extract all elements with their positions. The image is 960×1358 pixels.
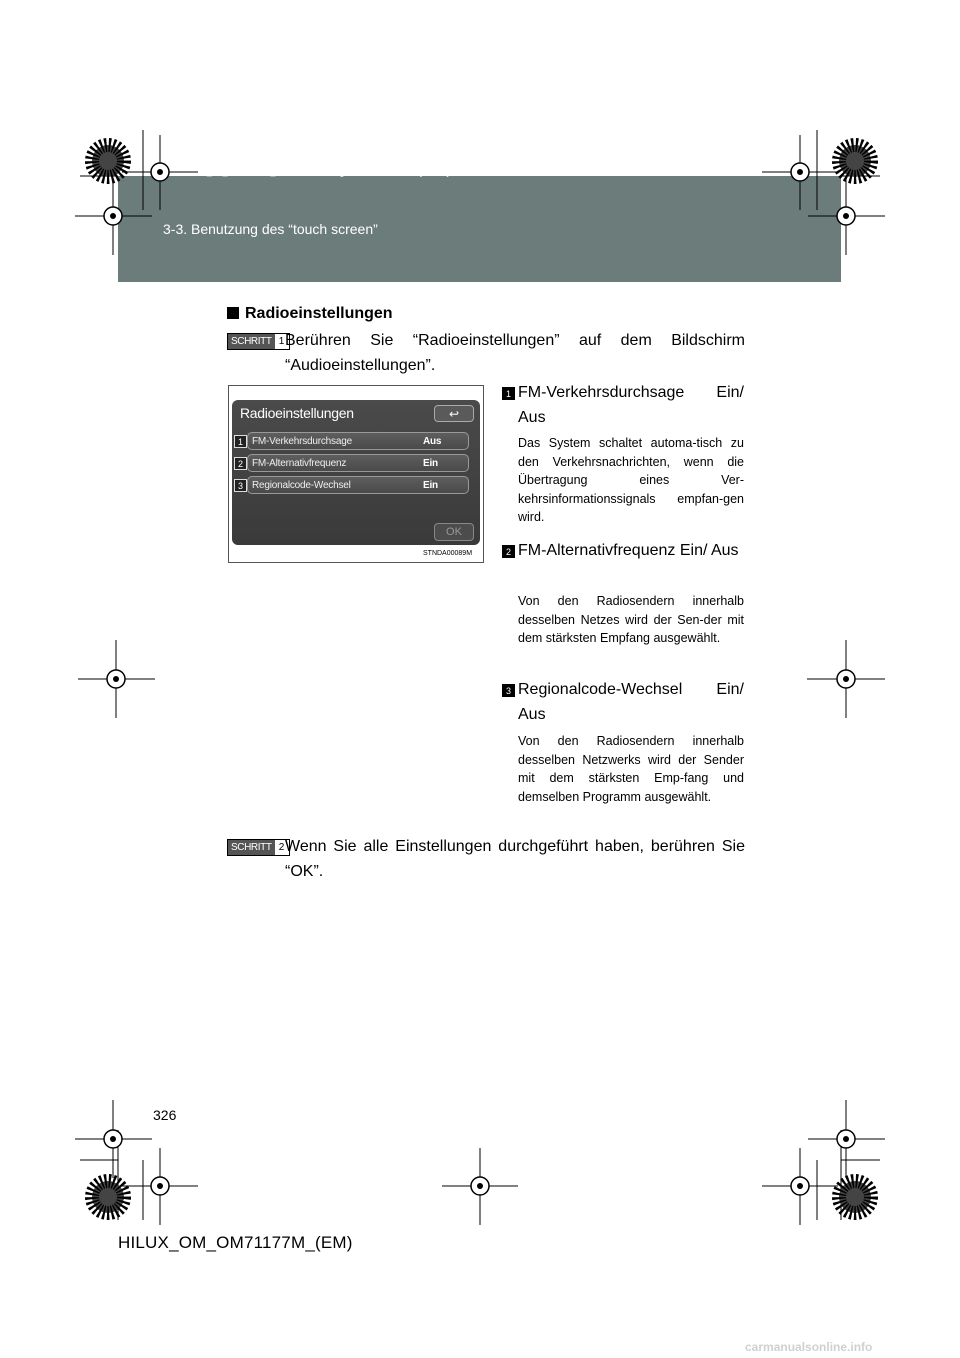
regional-code-button[interactable]: Regionalcode-Wechsel Ein [247, 476, 469, 494]
item-1-description: Das System schaltet automa-tisch zu den Verkehrsnachrichten, wenn die Übertragung eines Ver-kehrsinformationssignals empfan-gen wird. [518, 436, 744, 524]
step-1-badge: SCHRITT 1 [227, 333, 290, 350]
item-1-title: FM-Verkehrsdurchsage Ein/ Aus [518, 384, 744, 426]
screen-back-button[interactable] [434, 405, 474, 422]
back-arrow-icon: ↩ [448, 406, 460, 421]
screen-callout-3: 3 [234, 479, 247, 492]
screen-title: Radioeinstellungen [240, 405, 354, 421]
item-2-title: FM-Alternativfrequenz Ein/ Aus [518, 542, 739, 559]
item-2-description: Von den Radiosendern innerhalb desselben Netzes wird der Sen-der mit dem stärksten Empfang ausgewählt. [518, 594, 744, 645]
section-title: 3-3. Benutzung des “touch screen” [163, 221, 378, 237]
screen-ok-button[interactable]: OK [434, 523, 474, 541]
page-number: 326 [153, 1107, 177, 1123]
item-2-number: 2 [502, 545, 515, 558]
step-1-text: Berühren Sie “Radioeinstellungen” auf dem Bildschirm “Audioeinstellungen”. [285, 332, 745, 374]
book-info-line: HILUX_OM_OM71177M_(EM).book Page 326 Wednesday, May 16, 2012 1:28 PM [180, 168, 542, 178]
footer-document-code: HILUX_OM_OM71177M_(EM) [118, 1233, 353, 1252]
step-2-text: Wenn Sie alle Einstellungen durchgeführt haben, berühren Sie “OK”. [285, 838, 745, 880]
fm-alt-frequency-button[interactable]: FM-Alternativfrequenz Ein [247, 454, 469, 472]
screen-callout-1: 1 [234, 435, 247, 448]
item-3-title: Regionalcode-Wechsel Ein/ Aus [518, 681, 744, 723]
square-bullet-icon [227, 307, 239, 319]
watermark: carmanualsonline.info [745, 1340, 873, 1354]
item-3-number: 3 [502, 684, 515, 697]
item-1-number: 1 [502, 387, 515, 400]
step-2-badge: SCHRITT 2 [227, 839, 290, 856]
item-3-description: Von den Radiosendern innerhalb desselben Netzwerks wird der Sender mit dem stärksten Emp-fang und demselben Programm ausgewählt. [518, 734, 744, 804]
section-heading: Radioeinstellungen [227, 305, 393, 323]
screen-callout-2: 2 [234, 457, 247, 470]
fm-traffic-button[interactable]: FM-Verkehrsdurchsage Aus [247, 432, 469, 450]
figure-code: STNDA00089M [423, 550, 473, 557]
